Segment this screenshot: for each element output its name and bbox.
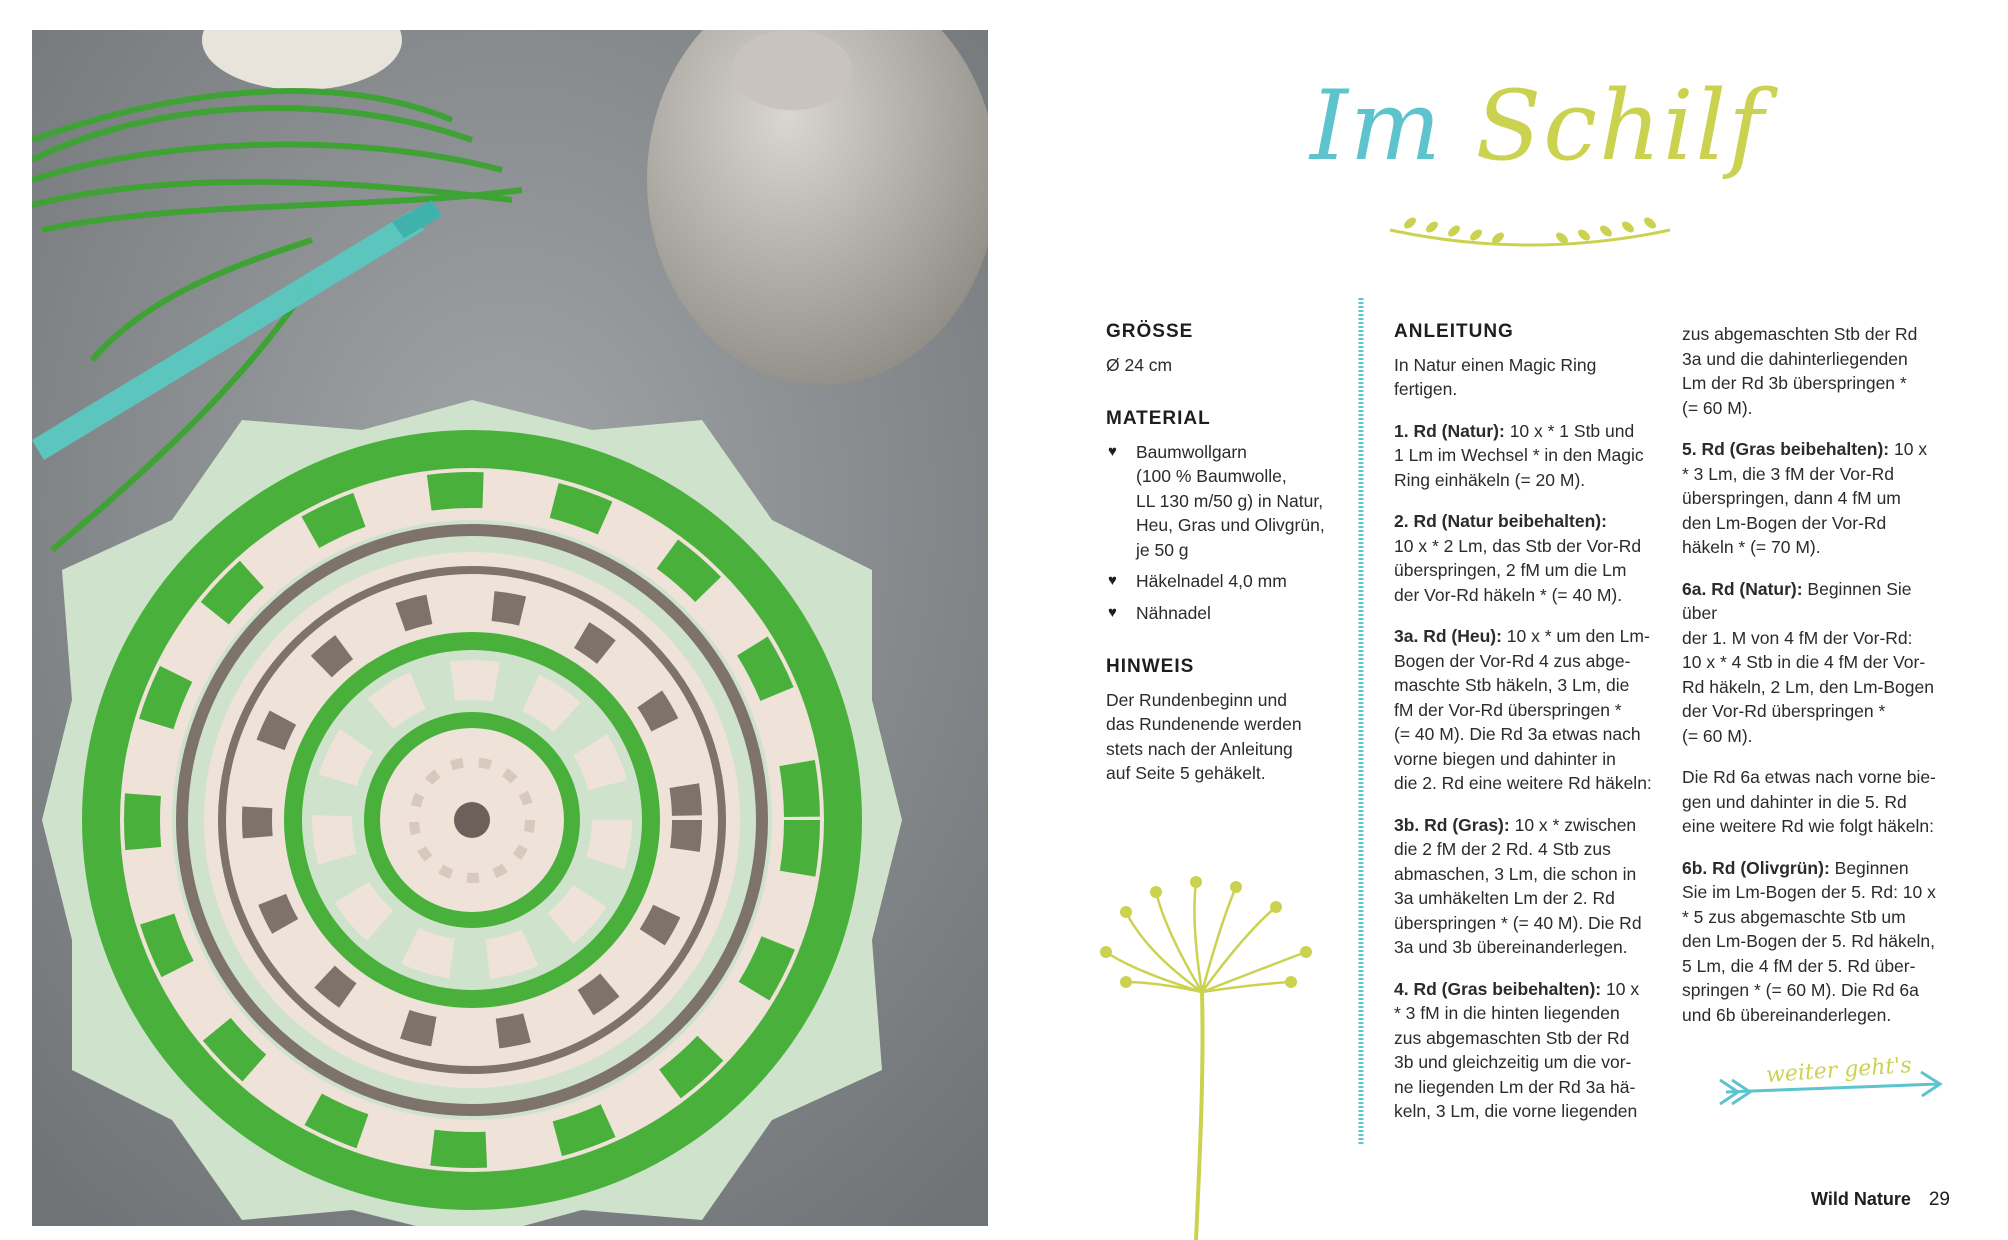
step-label: 3a. Rd (Heu): xyxy=(1394,626,1502,646)
step-line: (= 40 M). Die Rd 3a etwas nach xyxy=(1394,724,1641,744)
step-line: * 3 Lm, die 3 fM der Vor-Rd xyxy=(1682,463,1895,484)
instructions-column-2 xyxy=(1682,322,1944,1044)
step-line: vorne biegen und dahinter in xyxy=(1394,748,1616,769)
instruction-step xyxy=(1682,765,1944,839)
step-line: zus abgemaschten Stb der Rd xyxy=(1682,324,1918,344)
step-label: 6b. Rd (Olivgrün): xyxy=(1682,857,1830,878)
step-line: springen * (= 60 M). Die Rd 6a xyxy=(1682,980,1919,1000)
material-heading: MATERIAL xyxy=(1106,408,1211,429)
size-section xyxy=(1106,320,1346,377)
step-line: abmaschen, 3 Lm, die schon in xyxy=(1394,863,1637,884)
step-line: der Vor-Rd überspringen * xyxy=(1682,701,1886,721)
size-heading: GRÖSSE xyxy=(1106,321,1194,342)
crochet-photo xyxy=(32,30,988,1226)
continue-arrow[interactable] xyxy=(1716,1054,1946,1114)
material-item: ♥ Baumwollgarn (100 % Baumwolle, LL 130 m/50 g) in Natur, Heu, Gras und Olivgrün, je 50 g xyxy=(1108,441,1325,560)
sprig-ornament-icon xyxy=(1380,205,1680,265)
step-line: 1 Lm im Wechsel * in den Magic xyxy=(1394,445,1644,465)
continue-label: weiter geht's xyxy=(1765,1052,1913,1089)
page-number: 29 xyxy=(1928,1189,1950,1210)
step-line: Lm der Rd 3b überspringen * xyxy=(1682,373,1907,393)
info-column xyxy=(1106,320,1346,816)
size-value: Ø 24 cm xyxy=(1106,354,1173,375)
title-word-schilf: Schilf xyxy=(1475,70,1766,182)
step-label: 5. Rd (Gras beibehalten): xyxy=(1682,439,1890,459)
step-line: Bogen der Vor-Rd 4 zus abge- xyxy=(1394,650,1631,671)
step-line: keln, 3 Lm, die vorne liegenden xyxy=(1394,1101,1638,1121)
page-footer xyxy=(1811,1189,1950,1211)
heart-bullet-icon: ♥ xyxy=(1108,603,1117,621)
step-line: die 2 fM der 2 Rd. 4 Stb zus xyxy=(1394,839,1611,859)
step-line: zus abgemaschten Stb der Rd xyxy=(1394,1027,1630,1048)
instruction-step: 3a. Rd (Heu): 10 x * um den Lm- Bogen der Vor-Rd 4 zus abge- maschte Stb häkeln, 3 Lm, die fM der Vor-Rd überspringen * (= 40 M). Die Rd 3a etwas nach vorne biegen und dahinter in die 2. Rd eine weitere Rd häkeln: xyxy=(1394,626,1652,793)
instruction-step: 6a. Rd (Natur): Beginnen Sie über der 1. M von 4 fM der Vor-Rd: 10 x * 4 Stb in die 4 fM der Vor- Rd häkeln, 2 Lm, den Lm-Bogen der Vor-Rd überspringen * (= 60 M). xyxy=(1682,578,1934,746)
step-line: 10 x * 4 Stb in die 4 fM der Vor- xyxy=(1682,652,1926,672)
instruction-step xyxy=(1394,353,1656,402)
step-label: 4. Rd (Gras beibehalten): xyxy=(1394,978,1602,999)
step-line: * 5 zus abgemaschte Stb um xyxy=(1682,906,1906,927)
step-line: Ring einhäkeln (= 20 M). xyxy=(1394,469,1586,490)
instruction-step xyxy=(1682,322,1944,420)
step-line: maschte Stb häkeln, 3 Lm, die xyxy=(1394,675,1630,695)
step-line: häkeln * (= 70 M). xyxy=(1682,537,1821,557)
step-line: der Vor-Rd häkeln * (= 40 M). xyxy=(1394,584,1623,605)
step-line: 3b und gleichzeitig um die vor- xyxy=(1394,1052,1632,1072)
instruction-step: 6b. Rd (Olivgrün): Beginnen Sie im Lm-Bogen der 5. Rd: 10 x * 5 zus abgemaschte Stb um den Lm-Bogen der 5. Rd häkeln, 5 Lm, die 4 fM der 5. Rd über- springen * (= 60 M). Die Rd 6a und 6b übereinanderlegen. xyxy=(1682,857,1936,1025)
instruction-step: 3b. Rd (Gras): 10 x * zwischen die 2 fM der 2 Rd. 4 Stb zus abmaschen, 3 Lm, die schon in 3a umhäkelten Lm der 2. Rd überspringen * (= 40 M). Die Rd 3a und 3b übereinanderlegen. xyxy=(1394,814,1642,957)
instruction-step: 4. Rd (Gras beibehalten): 10 x * 3 fM in die hinten liegenden zus abgemaschten Stb der Rd 3b und gleichzeitig um die vor- ne liegenden Lm der Rd 3a hä- keln, 3 Lm, die vorne liegenden xyxy=(1394,978,1640,1121)
note-heading: HINWEIS xyxy=(1106,656,1195,677)
step-line: den Lm-Bogen der 5. Rd häkeln, xyxy=(1682,931,1935,951)
step-line: (= 60 M). xyxy=(1682,397,1753,418)
step-line: 3a und 3b übereinanderlegen. xyxy=(1394,937,1628,957)
instructions-column-1 xyxy=(1394,320,1656,1141)
step-line: den Lm-Bogen der Vor-Rd xyxy=(1682,512,1887,533)
step-line: 3a und die dahinterliegenden xyxy=(1682,348,1908,369)
step-line: * 3 fM in die hinten liegenden xyxy=(1394,1003,1620,1023)
step-line: Sie im Lm-Bogen der 5. Rd: 10 x xyxy=(1682,882,1936,902)
step-line: 5 Lm, die 4 fM der 5. Rd über- xyxy=(1682,955,1916,976)
material-list xyxy=(1106,440,1346,626)
step-line: überspringen, 2 fM um die Lm xyxy=(1394,560,1627,580)
instruction-step xyxy=(1394,509,1656,607)
step-line: Rd häkeln, 2 Lm, den Lm-Bogen xyxy=(1682,676,1934,697)
instruction-step: 1. Rd (Natur): 10 x * 1 Stb und 1 Lm im Wechsel * in den Magic Ring einhäkeln (= 20 M). xyxy=(1394,420,1644,490)
step-line: In Natur einen Magic Ring xyxy=(1394,354,1597,375)
step-line: Die Rd 6a etwas nach vorne bie- xyxy=(1682,767,1936,787)
dandelion-illustration-icon xyxy=(1096,872,1320,1240)
step-line: überspringen, dann 4 fM um xyxy=(1682,488,1901,508)
instructions-heading: ANLEITUNG xyxy=(1394,321,1514,342)
step-line: und 6b übereinanderlegen. xyxy=(1682,1004,1892,1025)
step-line: der 1. M von 4 fM der Vor-Rd: xyxy=(1682,627,1913,648)
step-line: fM der Vor-Rd überspringen * xyxy=(1394,699,1622,720)
recipe-title xyxy=(1300,70,1780,220)
step-line: die 2. Rd eine weitere Rd häkeln: xyxy=(1394,773,1652,793)
step-line: eine weitere Rd wie folgt häkeln: xyxy=(1682,816,1934,836)
step-line: ne liegenden Lm der Rd 3a hä- xyxy=(1394,1076,1636,1097)
dotted-divider xyxy=(1358,298,1364,1146)
step-line: 10 x * 2 Lm, das Stb der Vor-Rd xyxy=(1394,535,1642,556)
note-section: HINWEIS Der Rundenbeginn und das Rundenende werden stets nach der Anleitung auf Seite 5 gehäkelt. xyxy=(1106,655,1346,786)
step-line: 3a umhäkelten Lm der 2. Rd xyxy=(1394,888,1615,908)
step-line: überspringen * (= 40 M). Die Rd xyxy=(1394,912,1642,933)
book-title: Wild Nature xyxy=(1811,1189,1911,1209)
step-line: gen und dahinter in die 5. Rd xyxy=(1682,791,1907,812)
mandala xyxy=(42,400,902,1226)
step-label: 2. Rd (Natur beibehalten): xyxy=(1394,511,1607,531)
material-item: ♥ Häkelnadel 4,0 mm xyxy=(1106,569,1346,594)
title-word-im: Im xyxy=(1310,70,1443,182)
step-label: 1. Rd (Natur): xyxy=(1394,420,1505,441)
instruction-step: 5. Rd (Gras beibehalten): 10 x * 3 Lm, die 3 fM der Vor-Rd überspringen, dann 4 fM um den Lm-Bogen der Vor-Rd häkeln * (= 70 M). xyxy=(1682,439,1928,557)
step-line: (= 60 M). xyxy=(1682,725,1753,746)
step-line: fertigen. xyxy=(1394,379,1458,399)
heart-bullet-icon: ♥ xyxy=(1108,442,1117,460)
step-label: 3b. Rd (Gras): xyxy=(1394,814,1510,835)
crochet-mandala-illustration xyxy=(32,30,988,1226)
step-label: 6a. Rd (Natur): xyxy=(1682,578,1803,599)
material-section xyxy=(1106,407,1346,625)
heart-bullet-icon: ♥ xyxy=(1108,572,1117,589)
material-item: ♥ Nähnadel xyxy=(1106,601,1346,626)
